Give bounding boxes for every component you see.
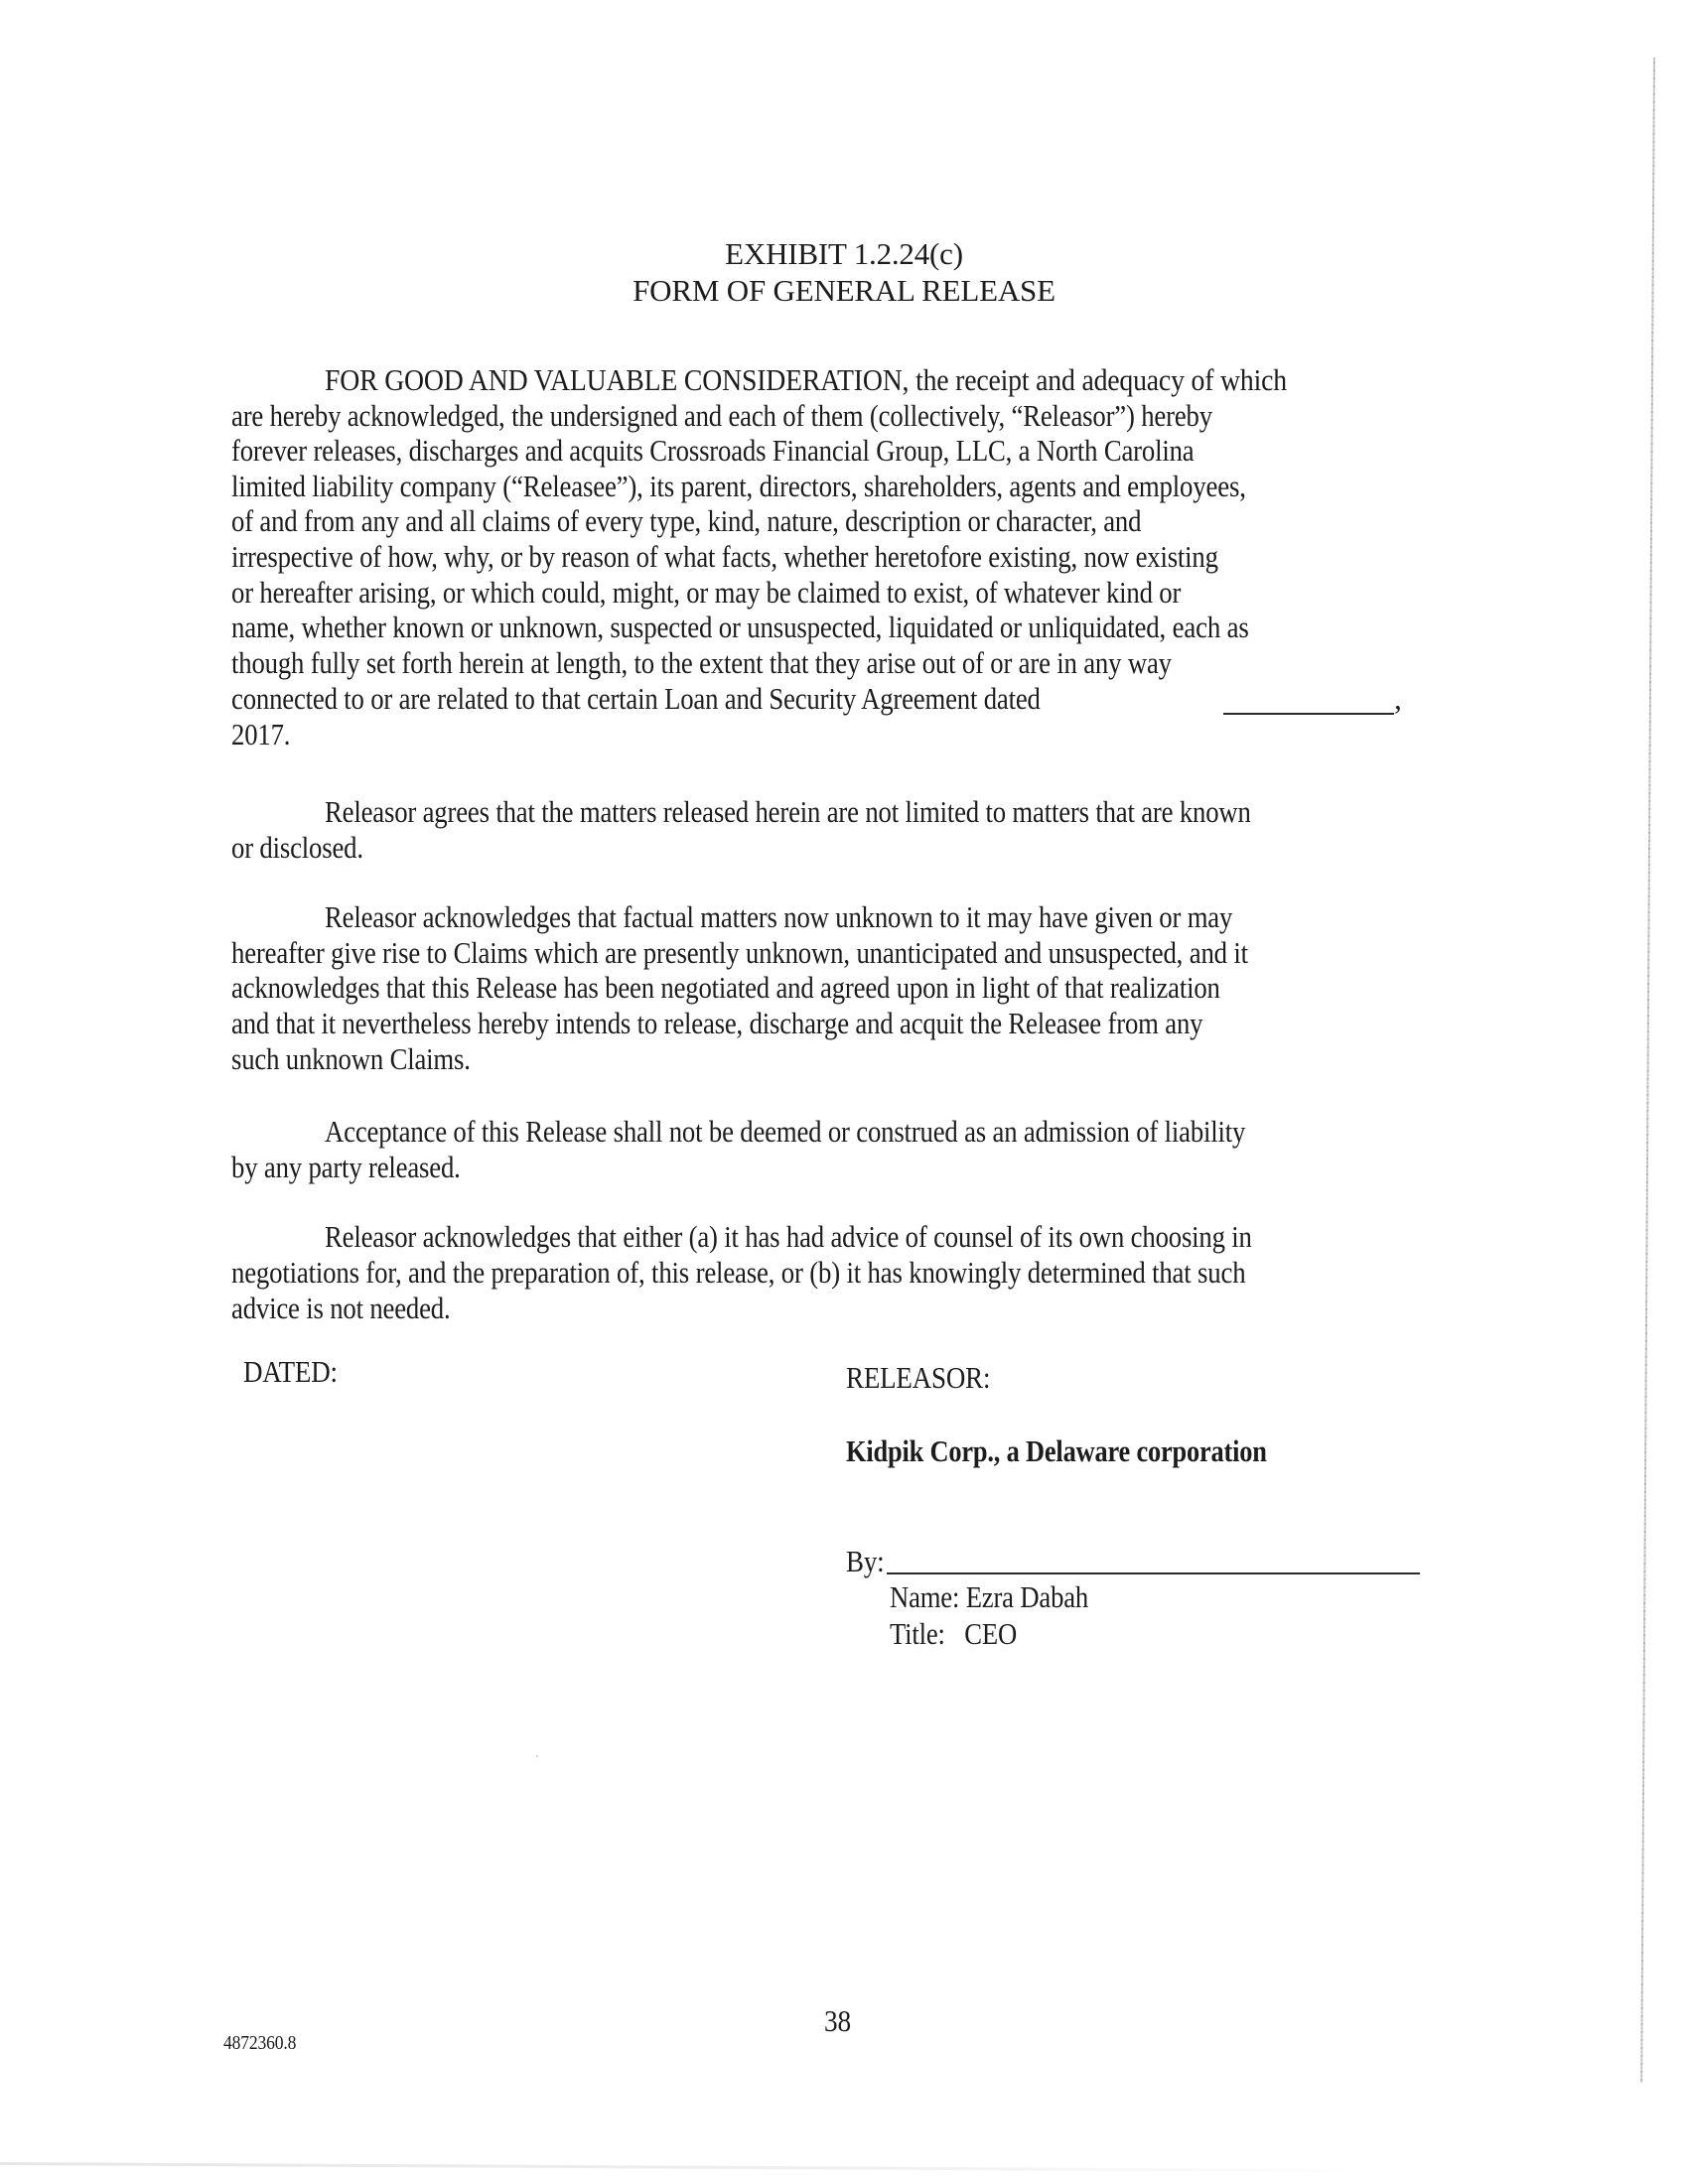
releasor-company: Kidpik Corp., a Delaware corporation bbox=[846, 1433, 1267, 1468]
scan-page-edge bbox=[1640, 58, 1655, 2083]
paragraph-line: Releasor acknowledges that factual matters now unknown to it may have given or may bbox=[325, 899, 1233, 934]
paragraph-line: Acceptance of this Release shall not be deemed or construed as an admission of liability bbox=[325, 1114, 1246, 1149]
paragraph-line: irrespective of how, why, or by reason of what facts, whether heretofore existing, now existing bbox=[231, 539, 1218, 574]
paragraph-line: negotiations for, and the preparation of, this release, or (b) it has knowingly determined that such bbox=[231, 1255, 1246, 1290]
document-id: 4872360.8 bbox=[223, 2032, 297, 2054]
signatory-title: Title: CEO bbox=[890, 1616, 1018, 1651]
releasor-label: RELEASOR: bbox=[846, 1360, 991, 1395]
paragraph-line: such unknown Claims. bbox=[231, 1041, 471, 1076]
paragraph-line: FOR GOOD AND VALUABLE CONSIDERATION, the receipt and adequacy of which bbox=[325, 362, 1287, 397]
signature-line[interactable] bbox=[887, 1572, 1420, 1574]
paragraph-line: 2017. bbox=[231, 717, 291, 751]
date-blank-comma: , bbox=[1394, 681, 1402, 716]
dated-label: DATED: bbox=[243, 1354, 338, 1389]
paragraph-line: forever releases, discharges and acquits Crossroads Financial Group, LLC, a North Carolina bbox=[231, 433, 1195, 468]
exhibit-title: EXHIBIT 1.2.24(c) bbox=[725, 236, 963, 271]
paragraph-line: Releasor agrees that the matters released herein are not limited to matters that are known bbox=[325, 794, 1251, 829]
paragraph-line: limited liability company (“Releasee”), its parent, directors, shareholders, agents and employees, bbox=[231, 469, 1246, 503]
scan-bottom-shadow bbox=[0, 2162, 1390, 2172]
paragraph-line: by any party released. bbox=[231, 1150, 461, 1184]
signatory-name: Name: Ezra Dabah bbox=[890, 1579, 1089, 1614]
paragraph-line: though fully set forth herein at length, to the extent that they arise out of or are in any way bbox=[231, 645, 1172, 680]
paragraph-line: are hereby acknowledged, the undersigned and each of them (collectively, “Releasor”) hereby bbox=[231, 398, 1212, 433]
form-title: FORM OF GENERAL RELEASE bbox=[633, 273, 1055, 308]
paragraph-line: Releasor acknowledges that either (a) it has had advice of counsel of its own choosing in bbox=[325, 1219, 1252, 1254]
paragraph-line: connected to or are related to that certain Loan and Security Agreement dated bbox=[231, 681, 1041, 716]
paragraph-line: acknowledges that this Release has been negotiated and agreed upon in light of that realization bbox=[231, 970, 1220, 1005]
page-number: 38 bbox=[824, 2003, 851, 2038]
scan-speck bbox=[536, 1755, 538, 1757]
paragraph-line: advice is not needed. bbox=[231, 1291, 451, 1325]
loan-agreement-date-blank[interactable] bbox=[1223, 713, 1394, 715]
paragraph-line: or hereafter arising, or which could, might, or may be claimed to exist, of whatever kind or bbox=[231, 575, 1182, 610]
paragraph-line: or disclosed. bbox=[231, 830, 363, 865]
paragraph-line: hereafter give rise to Claims which are presently unknown, unanticipated and unsuspected, and it bbox=[231, 935, 1248, 970]
paragraph-line: and that it nevertheless hereby intends to release, discharge and acquit the Releasee from any bbox=[231, 1006, 1203, 1040]
paragraph-line: name, whether known or unknown, suspected or unsuspected, liquidated or unliquidated, each as bbox=[231, 610, 1249, 644]
by-label: By: bbox=[846, 1544, 885, 1578]
paragraph-line: of and from any and all claims of every type, kind, nature, description or character, and bbox=[231, 503, 1142, 538]
